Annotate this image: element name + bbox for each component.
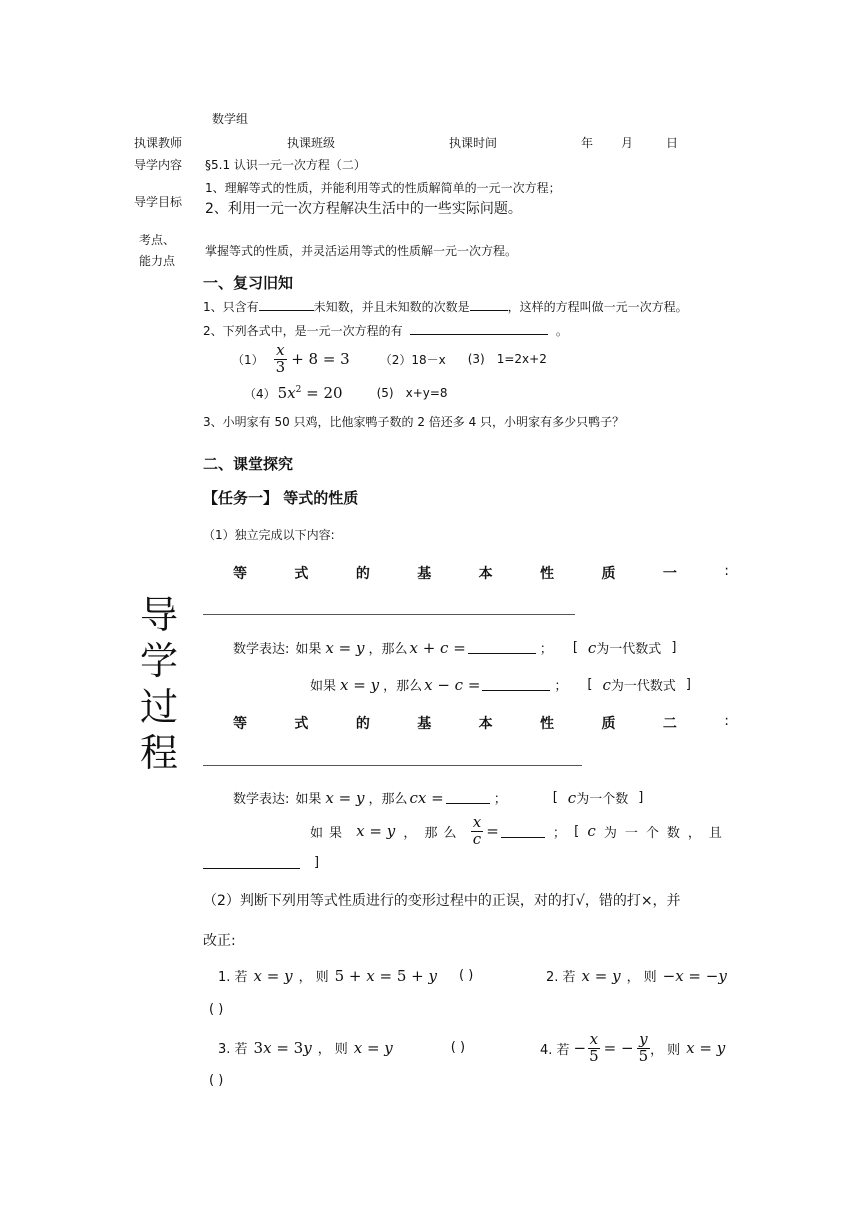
semi: ； — [493, 792, 507, 807]
judge-3-result: x = y — [353, 1038, 393, 1057]
bracket-close: ] — [314, 855, 320, 870]
group-label: 数学组 — [212, 112, 249, 126]
opt1-fraction: $\frac{x}{3}$ — [275, 340, 286, 376]
judge-3-answer[interactable]: ( ) — [450, 1040, 466, 1055]
judge-3-given: 3x = 3y — [253, 1038, 312, 1057]
class-label: 执课班级 — [287, 136, 336, 150]
prop1-char: 一 — [662, 566, 677, 582]
bracket-open: [ — [552, 790, 558, 805]
judge-3: 3. 若 3x = 3y ， 则 x = y ( ) — [218, 1038, 466, 1057]
if-text: 如果 — [295, 642, 322, 657]
q1-blank-1[interactable] — [259, 298, 314, 311]
eq-x-minus-c: x − c = — [424, 675, 481, 694]
semi: ； — [552, 825, 566, 841]
q2-part-a: 2、下列各式中，是一元一次方程的有 — [203, 324, 403, 338]
step1-text: （1）独立完成以下内容: — [203, 528, 335, 542]
eq-x-plus-c: x + c = — [409, 638, 466, 657]
content-value: §5.1 认识一元一次方程（二） — [205, 158, 366, 172]
ze-text: 则 — [667, 1042, 681, 1058]
c-a-number-and: 为一个数，且 — [603, 825, 730, 841]
bracket-close: ] — [671, 640, 677, 655]
prop1-char: 本 — [478, 566, 493, 582]
prop2-char: 等 — [233, 716, 247, 732]
judge-1-given: x = y — [253, 966, 293, 985]
side-char: 导 — [140, 593, 179, 637]
opt4-label: （4） — [244, 386, 276, 401]
side-char: 程 — [140, 731, 179, 775]
prop2-char: 式 — [294, 716, 309, 732]
c-a-number: 为一个数 — [576, 792, 629, 807]
goal-1: 1、理解等式的性质，并能利用等式的性质解简单的一元一次方程； — [205, 181, 561, 195]
ze-text: 则 — [315, 970, 329, 985]
ability-label-1: 考点、 — [139, 233, 176, 247]
side-char: 过 — [140, 685, 179, 729]
content-label: 导学内容 — [134, 158, 183, 172]
month-label: 月 — [621, 136, 634, 150]
ability-value: 掌握等式的性质，并灵活运用等式的性质解一元一次方程。 — [205, 244, 518, 258]
q2-options-row2 — [244, 384, 448, 402]
judge-1: 1. 若 x = y ， 则 5 + x = 5 + y ( ) — [218, 966, 474, 985]
ability-label-2: 能力点 — [139, 254, 176, 268]
step2-text: （2）判断下列用等式性质进行的变形过程中的正误，对的打√，错的打×，并 — [203, 893, 681, 909]
year-label: 年 — [581, 136, 594, 150]
bracket-close: ] — [638, 790, 644, 805]
judge-4: 4. 若 − $\frac{x}{5}$ = − $\frac{y}{5}$ ， 则 x = y — [540, 1029, 726, 1065]
if-text: 如果 — [310, 825, 349, 841]
bracket-open: [ — [572, 640, 578, 655]
then-text: 那么 — [381, 642, 408, 657]
expr-label: 数学表达: — [233, 792, 290, 807]
prop2-answer-line[interactable] — [203, 765, 582, 766]
prop1-answer-line[interactable] — [203, 614, 575, 615]
prop1-expr-sub: 如果 x = y ， 那么 x − c = ； [ c 为一代数式 ] — [310, 675, 691, 694]
prop2-condition-row — [203, 855, 319, 870]
prop2-char: 本 — [478, 716, 493, 732]
q2-options-row1 — [232, 342, 547, 376]
judge-2: 2. 若 x = y ， 则 −x = −y — [546, 966, 727, 985]
judge-1-answer[interactable]: ( ) — [459, 968, 474, 983]
eq-x-y: x = y — [325, 638, 365, 657]
day-label: 日 — [666, 136, 679, 150]
semi: ； — [554, 679, 568, 694]
prop2-char: 性 — [540, 716, 555, 732]
prop1-char: 质 — [601, 566, 616, 582]
judge-2-answer[interactable]: ( ) — [209, 1002, 224, 1017]
review-q3: 3、小明家有 50 只鸡，比他家鸭子数的 2 倍还多 4 只，小明家有多少只鸭子？ — [203, 415, 625, 429]
opt3-equation: 1=2x+2 — [496, 352, 547, 366]
c-any-expr: 为一代数式 — [596, 642, 662, 657]
ze-text: 则 — [334, 1042, 348, 1057]
semi: ； — [539, 642, 553, 657]
if-text: 如果 — [310, 679, 337, 694]
teacher-label: 执课教师 — [134, 136, 183, 150]
eq-x-y: x = y — [340, 675, 380, 694]
judge-4-label: 4. 若 — [540, 1042, 570, 1058]
opt1-label: （1） — [232, 352, 264, 367]
if-text: 如果 — [295, 792, 322, 807]
prop2-char: 基 — [417, 716, 432, 732]
q1-blank-2[interactable] — [470, 298, 508, 311]
review-q2 — [203, 322, 568, 339]
blank-div[interactable] — [501, 825, 545, 838]
task1-title: 【任务一】 等式的性质 — [203, 489, 359, 507]
property-one-heading — [233, 563, 729, 583]
side-char: 学 — [140, 639, 179, 683]
judge-2-given: x = y — [581, 966, 621, 985]
prop1-char: 式 — [294, 566, 309, 582]
prop1-char: 的 — [355, 566, 370, 582]
opt5-equation: x+y=8 — [405, 386, 448, 400]
condition-blank[interactable] — [203, 856, 300, 869]
eq-cx: cx = — [409, 788, 444, 807]
var-c: c — [567, 788, 577, 807]
prop1-expr-add: 数学表达: 如果 x = y ， 那么 x + c = ； [ c 为一代数式 ] — [233, 638, 677, 657]
opt2-label: （2）18－x — [379, 352, 446, 367]
blank-add[interactable] — [468, 641, 536, 654]
prop1-char: 性 — [540, 566, 555, 582]
c-any-expr: 为一代数式 — [610, 679, 676, 694]
then-text: 那么 — [396, 679, 423, 694]
opt3-label: (3) — [467, 352, 485, 366]
goal-2: 2、利用一元一次方程解决生活中的一些实际问题。 — [205, 201, 522, 217]
prop2-char: : — [724, 713, 729, 729]
then-text: 那么 — [424, 825, 463, 841]
prop2-char: 二 — [662, 716, 677, 732]
judge-2-label: 2. 若 — [546, 970, 576, 985]
eq-x-y: x = y — [325, 788, 365, 807]
eq-x-over-c: $\frac{x}{c}$ = — [471, 815, 545, 848]
eq-x-y: x = y — [356, 822, 396, 841]
judge-3-label: 3. 若 — [218, 1042, 248, 1057]
judge-4-result: x = y — [686, 1039, 726, 1057]
time-label: 执课时间 — [449, 136, 498, 150]
prop1-char: : — [724, 563, 729, 579]
review-title: 一、复习旧知 — [203, 274, 294, 292]
review-q1 — [203, 298, 688, 315]
judge-1-result: 5 + x = 5 + y — [334, 966, 437, 985]
opt5-label: (5) — [376, 386, 394, 400]
expr-label: 数学表达: — [233, 642, 290, 657]
q2-part-b: 。 — [555, 324, 568, 338]
judge-1-label: 1. 若 — [218, 970, 248, 985]
goal-label: 导学目标 — [134, 195, 183, 209]
prop2-expr-mul: 数学表达: 如果 x = y ， 那么 cx = ； [ c 为一个数 ] — [233, 788, 644, 807]
var-c: c — [602, 675, 611, 694]
opt1-equation: $\frac{x}{3}$ + 8 = 3 — [275, 340, 350, 376]
ze-text: 则 — [643, 970, 657, 985]
property-two-heading — [233, 713, 729, 733]
q1-part-a: 1、只含有 — [203, 300, 259, 314]
explore-title: 二、课堂探究 — [203, 455, 294, 473]
prop2-expr-div — [310, 815, 730, 848]
bracket-open: [ — [587, 677, 593, 692]
judge-2-result: −x = −y — [662, 966, 727, 985]
judge-4-answer[interactable]: ( ) — [209, 1073, 224, 1088]
then-text: 那么 — [381, 792, 408, 807]
comma: ， — [403, 825, 417, 841]
q2-blank[interactable] — [410, 322, 548, 335]
judge-4-given: − $\frac{x}{5}$ = − $\frac{y}{5}$ — [573, 1029, 649, 1065]
var-c: c — [587, 638, 597, 657]
bracket-close: ] — [685, 677, 691, 692]
opt4-equation: $5x^2 = 20$ — [277, 384, 343, 402]
blank-mul[interactable] — [446, 791, 490, 804]
bracket-open: [ — [574, 823, 580, 839]
q1-part-c: ，这样的方程叫做一元一次方程。 — [507, 300, 688, 314]
step2-text-cont: 改正: — [203, 933, 236, 949]
prop1-char: 等 — [233, 566, 247, 582]
blank-sub[interactable] — [482, 678, 550, 691]
prop2-char: 的 — [355, 716, 370, 732]
var-c: c — [587, 822, 596, 841]
prop2-char: 质 — [601, 716, 616, 732]
prop1-char: 基 — [417, 566, 432, 582]
side-label-guided-process — [140, 592, 178, 776]
q1-part-b: 未知数，并且未知数的次数是 — [313, 300, 470, 314]
